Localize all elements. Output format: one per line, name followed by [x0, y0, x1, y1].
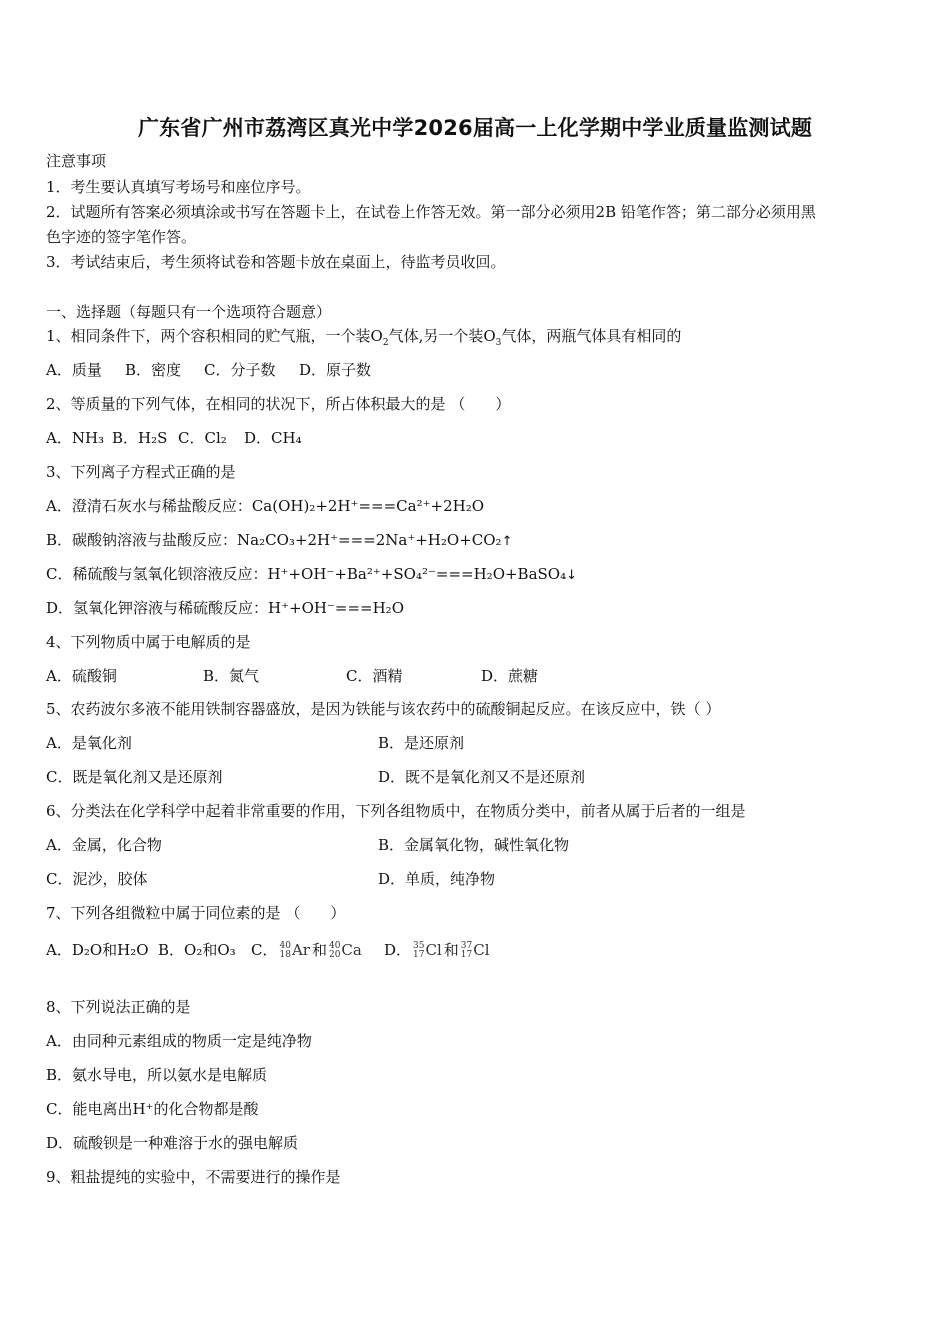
q7-options: [46, 938, 492, 962]
q5-stem: 5、农药波尔多液不能用铁制容器盛放，是因为铁能与该农药中的硫酸铜起反应。在该反应中，铁（ ）: [46, 700, 721, 718]
q4-options: [46, 666, 538, 686]
q8-stem: 8、下列说法正确的是: [46, 998, 191, 1016]
notice-item-2: 2．试题所有答案必须填涂或书写在答题卡上，在试卷上作答无效。第一部分必须用2B 铅笔作答；第二部分必须用黑: [46, 203, 816, 221]
q2-options: [46, 428, 302, 448]
q3-stem: 3、下列离子方程式正确的是: [46, 463, 236, 481]
q7-option-b[interactable]: B．O₂和O₃: [158, 941, 236, 959]
q3-option-c[interactable]: C．稀硫酸与氢氧化钡溶液反应：H⁺+OH⁻+Ba²⁺+SO₄²⁻===H₂O+BaSO₄↓: [46, 565, 578, 583]
q1-options: [46, 360, 371, 380]
notice-item-3: 3．考试结束后，考生须将试卷和答题卡放在桌面上，待监考员收回。: [46, 253, 506, 271]
section-heading: 一、选择题（每题只有一个选项符合题意）: [46, 303, 332, 321]
q2-option-a[interactable]: A．NH₃: [46, 429, 105, 447]
q7-option-c[interactable]: C． 40 18 Ar 和 40 20 Ca: [251, 938, 384, 962]
q2-option-b[interactable]: B．H₂S: [112, 429, 168, 447]
q8-option-d[interactable]: D．硫酸钡是一种难溶于水的强电解质: [46, 1134, 299, 1152]
q4-option-c[interactable]: C．酒精: [346, 667, 403, 685]
q9-stem: 9、粗盐提纯的实验中，不需要进行的操作是: [46, 1168, 341, 1186]
up-arrow-icon: ↑: [501, 534, 513, 549]
isotope-ar-40: 40 18 Ar: [279, 941, 310, 960]
q2-stem: 2、等质量的下列气体，在相同的状况下，所占体积最大的是 （ ）: [46, 395, 511, 413]
notice-item-1: 1．考生要认真填写考场号和座位序号。: [46, 178, 311, 196]
q2-option-d[interactable]: D．CH₄: [244, 429, 302, 447]
q4-option-b[interactable]: B．氮气: [203, 667, 260, 685]
q3-option-a[interactable]: A．澄清石灰水与稀盐酸反应：Ca(OH)₂+2H⁺===Ca²⁺+2H₂O: [46, 497, 485, 515]
q5-option-a[interactable]: A．是氧化剂: [46, 734, 132, 752]
q6-option-b[interactable]: B．金属氧化物，碱性氧化物: [378, 836, 570, 854]
q1-option-a[interactable]: A．质量: [46, 361, 102, 379]
isotope-ca-40: 40 20 Ca: [328, 941, 362, 960]
q1-option-b[interactable]: B．密度: [125, 361, 182, 379]
q7-option-d[interactable]: D． 35 17 Cl 和 37 17 Cl: [384, 938, 492, 962]
q8-option-c[interactable]: C．能电离出H⁺的化合物都是酸: [46, 1100, 259, 1118]
q4-option-a[interactable]: A．硫酸铜: [46, 667, 117, 685]
q1-option-d[interactable]: D．原子数: [299, 361, 372, 379]
q4-stem: 4、下列物质中属于电解质的是: [46, 633, 251, 651]
isotope-cl-37: 37 17 Cl: [460, 941, 490, 960]
q3-option-d[interactable]: D．氢氧化钾溶液与稀硫酸反应：H⁺+OH⁻===H₂O: [46, 599, 404, 617]
q6-option-c[interactable]: C．泥沙，胶体: [46, 870, 148, 888]
q5-option-c[interactable]: C．既是氧化剂又是还原剂: [46, 768, 223, 786]
q8-option-b[interactable]: B．氨水导电，所以氨水是电解质: [46, 1066, 268, 1084]
notice-heading: 注意事项: [46, 152, 107, 170]
q7-option-a[interactable]: A．D₂O和H₂O: [46, 941, 149, 959]
q4-option-d[interactable]: D．蔗糖: [481, 667, 539, 685]
q6-option-d[interactable]: D．单质，纯净物: [378, 870, 496, 888]
q7-stem: 7、下列各组微粒中属于同位素的是 （ ）: [46, 904, 346, 922]
q5-option-b[interactable]: B．是还原剂: [378, 734, 465, 752]
q3-option-b[interactable]: B．碳酸钠溶液与盐酸反应：Na₂CO₃+2H⁺===2Na⁺+H₂O+CO₂↑: [46, 531, 513, 549]
down-arrow-icon: ↓: [566, 568, 578, 583]
q6-option-a[interactable]: A．金属，化合物: [46, 836, 162, 854]
page-title: 广东省广州市荔湾区真光中学2026届高一上化学期中学业质量监测试题: [137, 116, 813, 140]
q1-option-c[interactable]: C．分子数: [204, 361, 276, 379]
isotope-cl-35: 35 17 Cl: [413, 941, 442, 960]
q5-option-d[interactable]: D．既不是氧化剂又不是还原剂: [378, 768, 586, 786]
q2-option-c[interactable]: C．Cl₂: [178, 429, 227, 447]
q6-stem: 6、分类法在化学科学中起着非常重要的作用，下列各组物质中，在物质分类中，前者从属于后者的一组是: [46, 802, 746, 820]
q1-stem: 1、相同条件下，两个容积相同的贮气瓶，一个装$O_2$气体,另一个装$O_3$气体，两瓶气体具有相同的: [46, 327, 682, 348]
notice-item-2-cont: 色字迹的签字笔作答。: [46, 228, 197, 246]
q8-option-a[interactable]: A．由同种元素组成的物质一定是纯净物: [46, 1032, 312, 1050]
